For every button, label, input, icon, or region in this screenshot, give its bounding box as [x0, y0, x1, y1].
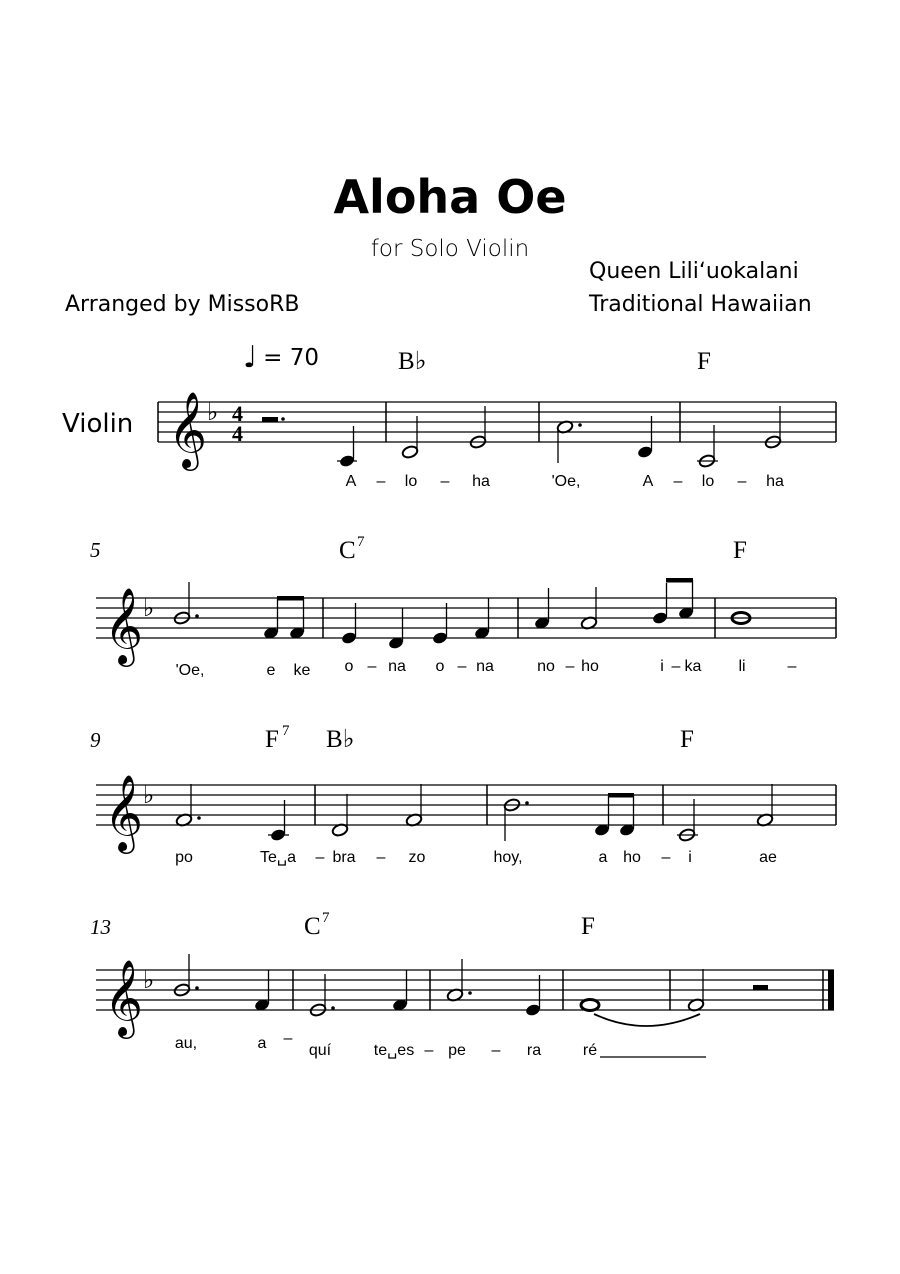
note-head: [401, 445, 419, 460]
lyric-syllable: 'Oe,: [175, 662, 205, 679]
lyric-syllable: o: [344, 658, 354, 675]
key-signature-flat-icon: ♭: [143, 595, 155, 622]
lyric-syllable: A: [345, 473, 357, 490]
chord-symbol: C: [339, 537, 356, 564]
lyric-syllable: ha: [472, 473, 490, 490]
lyric-syllable: a: [257, 1035, 267, 1052]
lyric-syllable: A: [642, 473, 654, 490]
page-title: Aloha Oe: [333, 170, 567, 224]
composer: Queen Liliʻuokalani: [589, 259, 799, 284]
lyric-hyphen: –: [661, 849, 671, 866]
quarter-note-icon: ♩: [243, 340, 258, 375]
lyric-syllable: ho: [581, 658, 599, 675]
staff-system-4: [90, 910, 834, 1059]
half-rest-icon: [753, 985, 768, 990]
staff-lines: [96, 970, 834, 1010]
lyric-syllable: ra: [526, 1042, 542, 1059]
treble-clef-icon: 𝄞: [104, 774, 144, 851]
lyric-hyphen: –: [424, 1042, 434, 1059]
lyric-syllable: te␣es: [373, 1042, 415, 1059]
lyric-syllable: pe: [448, 1042, 466, 1059]
time-signature-bottom: 4: [232, 421, 243, 446]
arranger: Arranged by MissoRB: [65, 292, 300, 317]
note-head: [525, 1003, 542, 1017]
lyric-syllable: hoy,: [493, 849, 523, 866]
measure-number: 13: [90, 915, 111, 939]
lyric-syllable: ae: [759, 849, 777, 866]
lyric-hyphen: –: [367, 658, 377, 675]
lyric-hyphen: –: [673, 473, 683, 490]
dot: [578, 423, 582, 427]
instrument-name: Violin: [62, 409, 134, 439]
chord-symbol: F: [680, 726, 694, 753]
lyric-syllable: li: [738, 658, 746, 675]
chord-extension: 7: [357, 534, 365, 550]
staff-system-2: [90, 534, 836, 679]
note-head: [652, 611, 669, 625]
treble-clef-icon: 𝄞: [104, 959, 144, 1036]
lyric-syllable: Te␣a: [260, 849, 296, 866]
time-signature-top: 4: [232, 401, 243, 426]
dot: [195, 986, 199, 990]
tie: [594, 1014, 700, 1026]
lyric-syllable: lo: [404, 473, 418, 490]
chord-symbol: C: [304, 913, 321, 940]
tempo-value: = 70: [263, 345, 320, 371]
lyric-hyphen: –: [376, 849, 386, 866]
lyric-syllable: 'Oe,: [551, 473, 581, 490]
dot: [525, 801, 529, 805]
half-rest-icon: [262, 417, 278, 422]
note-head: [270, 828, 287, 842]
chord-symbol: B♭: [398, 348, 427, 375]
lyric-syllable: lo: [701, 473, 715, 490]
note-head: [339, 454, 356, 468]
staff-system-1: [158, 348, 836, 490]
subtitle: for Solo Violin: [370, 236, 530, 262]
key-signature-flat-icon: ♭: [207, 399, 219, 426]
dot: [331, 1006, 335, 1010]
lyric-hyphen: –: [491, 1042, 501, 1059]
lyric-syllable: ho: [623, 849, 641, 866]
lyric-syllable: no: [537, 658, 555, 675]
key-signature-flat-icon: ♭: [143, 782, 155, 809]
lyric-syllable: ha: [766, 473, 784, 490]
origin-label: Traditional Hawaiian: [589, 292, 812, 317]
chord-symbol: F: [265, 726, 279, 753]
dot: [281, 417, 285, 421]
lyric-hyphen: –: [283, 1030, 293, 1047]
lyric-hyphen: –: [376, 473, 386, 490]
lyric-hyphen: –: [457, 658, 467, 675]
lyric-syllable: na: [476, 658, 494, 675]
staff-system-3: [90, 723, 836, 866]
chord-symbol: B♭: [326, 726, 355, 753]
beam: [608, 793, 634, 798]
treble-clef-icon: 𝄞: [104, 587, 144, 664]
note-head: [637, 445, 654, 459]
lyric-syllable: bra: [332, 849, 356, 866]
chord-symbol: F: [697, 348, 711, 375]
lyric-syllable: i: [660, 658, 664, 675]
lyric-syllable: zo: [408, 849, 426, 866]
beam: [666, 578, 693, 583]
lyric-syllable: i: [688, 849, 692, 866]
measure-number: 9: [90, 728, 101, 752]
lyric-syllable: o: [435, 658, 445, 675]
lyric-syllable: ke: [293, 662, 311, 679]
lyric-hyphen: –: [315, 849, 325, 866]
staff-lines: [158, 402, 836, 442]
dot: [197, 816, 201, 820]
lyric-syllable: ré: [582, 1042, 598, 1059]
lyric-syllable: a: [598, 849, 608, 866]
chord-symbol: F: [733, 537, 747, 564]
staff-lines: [96, 785, 836, 825]
lyric-syllable: ka: [684, 658, 702, 675]
note-head: [581, 1000, 599, 1011]
lyric-hyphen: –: [671, 658, 681, 675]
note-head: [341, 631, 358, 645]
lyric-hyphen: –: [440, 473, 450, 490]
dot: [195, 614, 199, 618]
staff-lines: [96, 598, 836, 638]
lyric-hyphen: –: [565, 658, 575, 675]
lyric-hyphen: –: [737, 473, 747, 490]
chord-symbol: F: [581, 913, 595, 940]
key-signature-flat-icon: ♭: [143, 967, 155, 994]
dot: [468, 991, 472, 995]
chord-extension: 7: [282, 723, 290, 739]
measure-number: 5: [90, 538, 101, 562]
lyric-syllable: po: [175, 849, 193, 866]
lyric-syllable: au,: [174, 1035, 198, 1052]
lyric-hyphen: –: [787, 658, 797, 675]
chord-extension: 7: [322, 910, 330, 926]
lyric-syllable: na: [388, 658, 406, 675]
lyric-syllable: e: [266, 662, 276, 679]
final-barline-thick: [828, 970, 834, 1010]
beam: [277, 596, 304, 601]
lyric-syllable: quí: [308, 1042, 332, 1059]
note-head: [432, 631, 449, 645]
treble-clef-icon: 𝄞: [168, 391, 208, 468]
